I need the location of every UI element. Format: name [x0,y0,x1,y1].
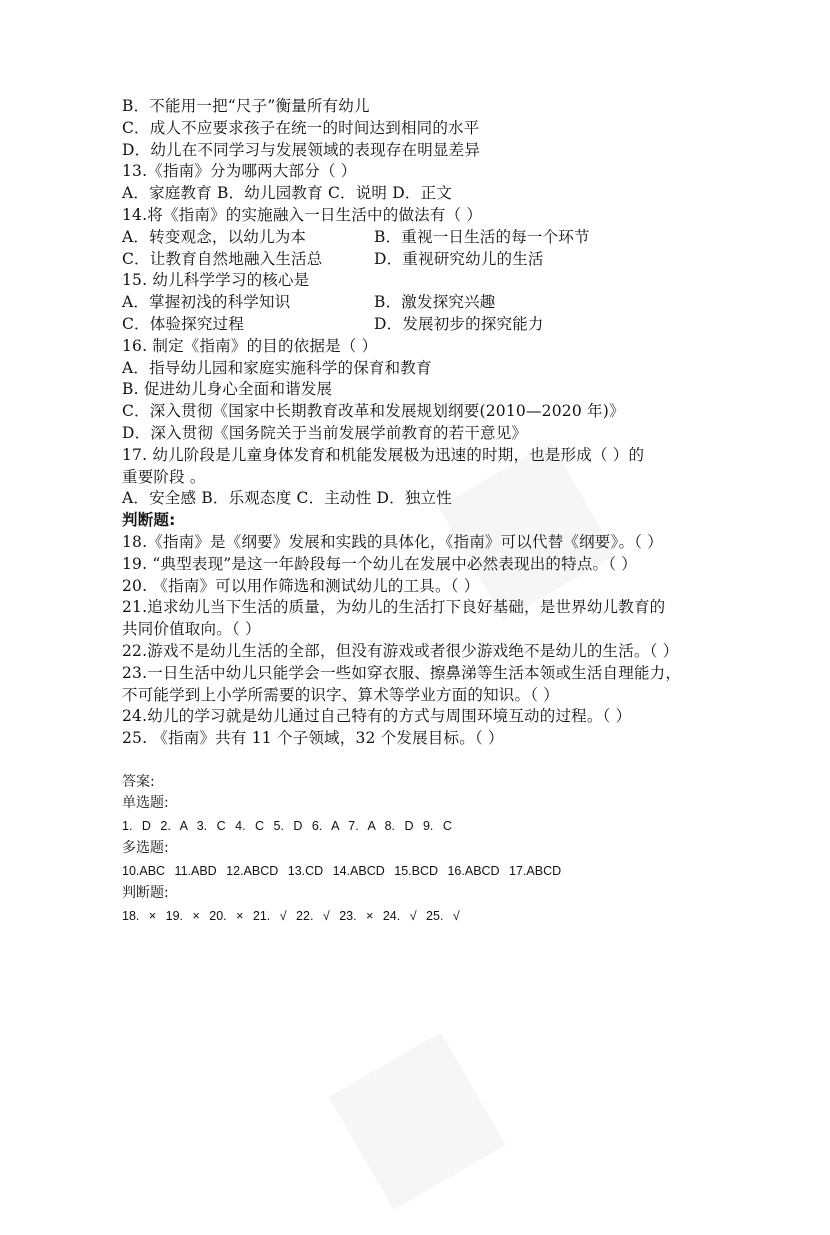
question-16-option: A．指导幼儿园和家庭实施科学的保育和教育 [122,358,432,377]
judge-item: 18.《指南》是《纲要》发展和实践的具体化，《指南》可以代替《纲要》。（ ） [122,532,663,551]
judge-item-cont: 共同价值取向。（ ） [122,620,261,639]
text-line: D．幼儿在不同学习与发展领域的表现存在明显差异 [122,140,481,159]
question-15-options-row [122,292,722,314]
question-13: 13.《指南》分为哪两大部分（ ） [122,162,357,181]
answers-multi-heading: 多选题: [122,839,169,856]
text-line: C．成人不应要求孩子在统一的时间达到相同的水平 [122,118,480,137]
question-16-option: D．深入贯彻《国务院关于当前发展学前教育的若干意见》 [122,423,528,442]
spacer [122,750,722,772]
answers-multi-row: 10.ABC 11.ABD 12.ABCD 13.CD 14.ABCD 15.BCD 16.ABCD 17.ABCD [122,863,562,878]
question-17-options: A．安全感 B．乐观态度 C．主动性 D．独立性 [122,489,452,508]
judge-item: 21.追求幼儿当下生活的质量，为幼儿的生活打下良好基础，是世界幼儿教育的 [122,598,666,617]
answers-single-row: 1. D 2. A 3. C 4. C 5. D 6. A 7. A 8. D 9. C [122,818,452,833]
text-line: B．不能用一把“尺子”衡量所有幼儿 [122,97,370,115]
question-17-cont: 重要阶段 。 [122,467,206,486]
answers-single-heading: 单选题: [122,794,169,811]
option-b: B．重视一日生活的每一个环节 [374,227,590,246]
option-c: C．让教育自然地融入生活总 [122,249,323,268]
question-13-options: A．家庭教育 B．幼儿园教育 C．说明 D．正文 [122,184,452,203]
question-16-option: B. 促进幼儿身心全面和谐发展 [122,380,333,399]
question-14-options-row [122,227,722,249]
judge-item: 23.一日生活中幼儿只能学会一些如穿衣服、擦鼻涕等生活本领或生活自理能力， [122,663,682,682]
document-content [122,96,722,928]
answers-title: 答案: [122,773,155,790]
judge-item: 20. 《指南》可以用作筛选和测试幼儿的工具。（ ） [122,576,480,595]
question-14: 14.将《指南》的实施融入一日生活中的做法有（ ） [122,205,483,224]
judge-item-cont: 不可能学到上小学所需要的识字、算术等学业方面的知识。（ ） [122,685,559,704]
option-a: A．掌握初浅的科学知识 [122,293,291,312]
judge-item: 22.游戏不是幼儿生活的全部，但没有游戏或者很少游戏绝不是幼儿的生活。（ ） [122,641,679,660]
question-14-options-row [122,249,722,271]
watermark-mark-2 [291,983,529,1235]
judge-item: 24.幼儿的学习就是幼儿通过自己特有的方式与周围环境互动的过程。（ ） [122,707,632,726]
option-a: A．转变观念，以幼儿为本 [122,227,307,246]
question-17: 17. 幼儿阶段是儿童身体发育和机能发展极为迅速的时期，也是形成（ ）的 [122,445,645,464]
question-15: 15. 幼儿科学学习的核心是 [122,271,310,290]
question-16-option: C．深入贯彻《国家中长期教育改革和发展规划纲要(2010—2020 年)》 [122,402,625,421]
answers-judge-row: 18. × 19. × 20. × 21. √ 22. √ 23. × 24. √ 25. √ [122,908,460,923]
option-b: B．激发探究兴趣 [374,293,496,312]
question-15-options-row [122,314,722,336]
judge-section-heading: 判断题: [122,511,176,530]
option-d: D．重视研究幼儿的生活 [374,249,544,268]
option-d: D．发展初步的探究能力 [374,314,544,333]
question-16: 16. 制定《指南》的目的依据是（ ） [122,336,378,355]
judge-item: 19. “典型表现”是这一年龄段每一个幼儿在发展中必然表现出的特点。（ ） [122,554,638,573]
judge-item: 25. 《指南》共有 11 个子领域，32 个发展目标。（ ） [122,729,504,748]
option-c: C．体验探究过程 [122,314,244,333]
answers-judge-heading: 判断题: [122,884,169,901]
